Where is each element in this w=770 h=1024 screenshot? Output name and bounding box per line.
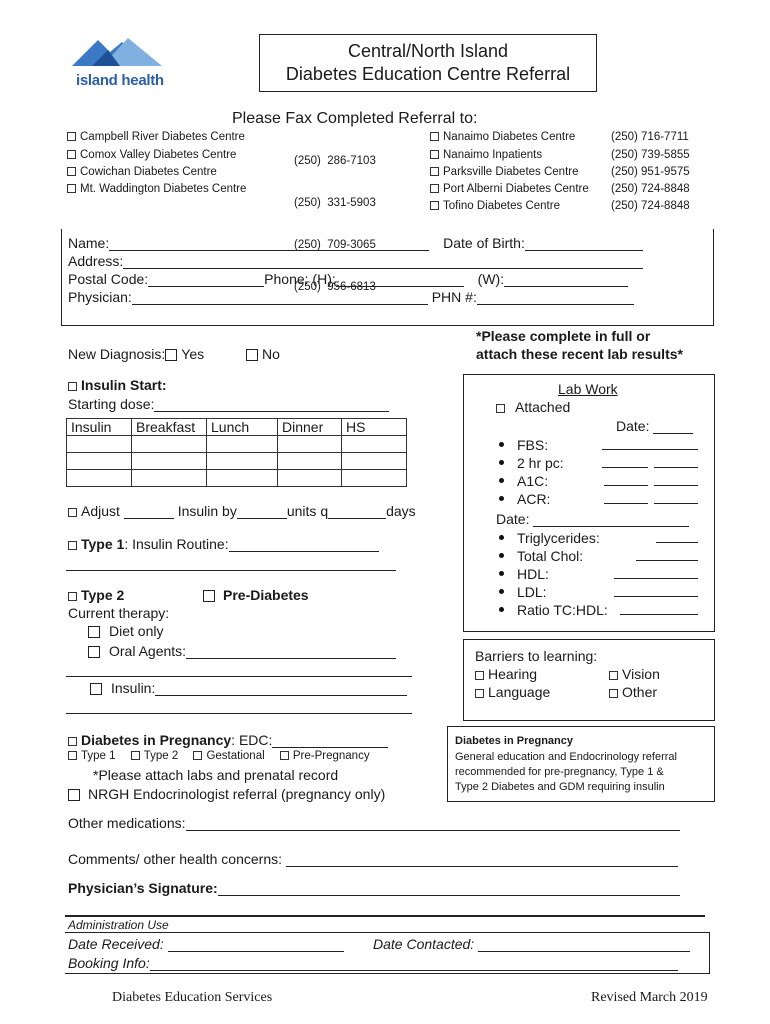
attach-labs-note: *Please attach labs and prenatal record — [93, 767, 339, 783]
signature-field[interactable] — [218, 895, 680, 896]
yes-label: Yes — [181, 346, 205, 362]
type1-checkbox[interactable] — [68, 541, 77, 550]
centre-phone: (250) 716-7711 — [611, 131, 689, 143]
lab-test-date-field[interactable] — [654, 485, 698, 486]
table-header: Breakfast — [132, 419, 207, 436]
centre-name: Nanaimo Inpatients — [443, 149, 543, 161]
centre-row — [430, 183, 589, 200]
other-label: Other — [622, 684, 658, 700]
lab-test-label: Ratio TC:HDL: — [517, 602, 608, 618]
starting-dose-row — [68, 396, 389, 412]
language-checkbox[interactable] — [475, 689, 484, 698]
nrgh-checkbox[interactable] — [68, 789, 80, 801]
insulin-checkbox[interactable] — [90, 683, 102, 695]
centre-phone: (250) 724-8848 — [611, 200, 690, 212]
lab-test-label: 2 hr pc: — [517, 455, 564, 471]
lab-test-row — [496, 566, 706, 584]
attached-row — [496, 399, 570, 415]
centre-row — [430, 166, 589, 183]
logo-text: island health — [76, 72, 164, 89]
checkbox[interactable] — [430, 150, 439, 159]
centre-name: Campbell River Diabetes Centre — [80, 131, 245, 143]
lab-test-field[interactable] — [614, 596, 698, 597]
gestational-checkbox[interactable] — [193, 751, 202, 760]
lab-test-label: ACR: — [517, 491, 551, 507]
lab-test-row — [496, 455, 706, 473]
name-field[interactable] — [109, 250, 429, 251]
physician-label: Physician: — [68, 289, 132, 305]
lab-test-label: A1C: — [517, 473, 549, 489]
starting-dose-field[interactable] — [154, 411, 389, 412]
pregnancy-box-line: recommended for pre-pregnancy, Type 1 & — [455, 766, 664, 778]
oral-field[interactable] — [186, 658, 396, 659]
lab-test-label: HDL: — [517, 566, 549, 582]
date-received-field[interactable] — [168, 951, 344, 952]
vision-checkbox[interactable] — [609, 671, 618, 680]
edc-label: : EDC: — [231, 732, 273, 748]
attached-label: Attached — [515, 399, 571, 415]
lab-test-label: Total Chol: — [517, 548, 584, 564]
table-header: Dinner — [278, 419, 342, 436]
centre-name: Nanaimo Diabetes Centre — [443, 131, 576, 143]
units-field[interactable] — [237, 518, 287, 519]
centres-left — [67, 131, 246, 200]
lab-note — [476, 328, 683, 362]
dob-label: Date of Birth: — [443, 235, 525, 251]
lab-test-label: LDL: — [517, 584, 547, 600]
lab-date-field[interactable] — [653, 433, 693, 434]
insulin-start-title-row — [68, 377, 167, 393]
signature-label: Physician’s Signature: — [68, 880, 218, 896]
type1-routine-label: : Insulin Routine: — [124, 536, 229, 552]
centre-row — [67, 131, 246, 149]
admin-box — [65, 932, 710, 974]
oral-checkbox[interactable] — [88, 646, 100, 658]
centre-name: Tofino Diabetes Centre — [443, 200, 560, 212]
pregnancy-box-text — [455, 750, 677, 795]
date-contacted-row — [373, 936, 690, 952]
patient-box — [61, 229, 714, 326]
centre-row — [430, 200, 589, 217]
postal-field[interactable] — [148, 286, 264, 287]
adjust-label: Adjust — [81, 503, 120, 519]
lab-test-field[interactable] — [636, 560, 698, 561]
diet-label: Diet only — [109, 623, 164, 639]
pregnancy-box-line: Type 2 Diabetes and GDM requiring insulin — [455, 781, 665, 793]
nrgh-label: NRGH Endocrinologist referral (pregnancy only) — [88, 786, 386, 802]
table-row — [67, 470, 407, 487]
checkbox[interactable] — [67, 184, 76, 193]
diet-checkbox[interactable] — [88, 626, 100, 638]
other-row — [609, 684, 657, 700]
pregnancy-row — [68, 732, 388, 748]
units-q-label: units q — [286, 503, 329, 519]
lab-test-row — [496, 437, 706, 455]
table-row — [67, 436, 407, 453]
table-header: Insulin — [67, 419, 132, 436]
centre-name: Cowichan Diabetes Centre — [80, 166, 217, 178]
admin-title: Administration Use — [68, 918, 169, 932]
phone-w-label: (W): — [477, 271, 505, 287]
lab-test-field[interactable] — [602, 467, 648, 468]
centre-row — [67, 149, 246, 166]
vision-label: Vision — [622, 666, 660, 682]
booking-label: Booking Info: — [68, 955, 150, 971]
nrgh-row — [68, 786, 385, 802]
no-label: No — [262, 346, 280, 362]
type1-routine-field[interactable] — [229, 551, 379, 552]
phone-h-field[interactable] — [336, 286, 464, 287]
pregnancy-box-line: General education and Endocrinology referral — [455, 751, 677, 763]
new-diagnosis-label: New Diagnosis: — [68, 346, 166, 362]
checkbox[interactable] — [67, 150, 76, 159]
type1-preg-label: Type 1 — [81, 750, 116, 762]
language-label: Language — [488, 684, 551, 700]
centre-name: Port Alberni Diabetes Centre — [443, 183, 589, 195]
lab-test-row — [496, 548, 706, 566]
other-checkbox[interactable] — [609, 689, 618, 698]
comments-field[interactable] — [286, 866, 678, 867]
lab-date-row — [616, 418, 693, 434]
hearing-label: Hearing — [488, 666, 538, 682]
lab-tests-1 — [496, 437, 706, 509]
pregnancy-info-box — [447, 726, 715, 802]
days-field[interactable] — [328, 518, 386, 519]
lab-test-field[interactable] — [614, 578, 698, 579]
lab-test-date-field[interactable] — [654, 467, 698, 468]
checkbox[interactable] — [67, 167, 76, 176]
table-header: HS — [342, 419, 407, 436]
lab-date2-row — [496, 511, 689, 527]
footer-right: Revised March 2019 — [591, 990, 708, 1005]
centre-row — [67, 183, 246, 200]
lab-test-row — [496, 473, 706, 491]
date-contacted-field[interactable] — [478, 951, 690, 952]
checkbox[interactable] — [430, 132, 439, 141]
centre-phone: (250) 956-6813 — [294, 281, 376, 293]
starting-dose-label: Starting dose: — [68, 396, 155, 412]
phone-w-field[interactable] — [504, 286, 628, 287]
physician-field[interactable] — [132, 304, 428, 305]
address-label: Address: — [68, 253, 124, 269]
title-line1: Central/North Island — [347, 41, 509, 61]
centre-phone: (250) 951-9575 — [611, 166, 690, 178]
centre-row — [430, 131, 589, 149]
address-row — [68, 253, 643, 269]
checkbox[interactable] — [430, 167, 439, 176]
centre-phone: (250) 739-5855 — [611, 149, 690, 161]
lab-test-row — [496, 530, 706, 548]
lab-tests-2 — [496, 530, 706, 620]
type1-title: Type 1 — [81, 536, 125, 552]
attached-checkbox[interactable] — [496, 404, 505, 413]
name-row — [68, 235, 643, 251]
date-contacted-label: Date Contacted: — [373, 936, 475, 952]
physician-row — [68, 289, 634, 305]
pregnancy-checkbox[interactable] — [68, 737, 77, 746]
adjust-checkbox[interactable] — [68, 508, 77, 517]
lab-work-title: Lab Work — [558, 381, 618, 397]
lab-test-row — [496, 584, 706, 602]
lab-date2-label: Date: — [496, 511, 530, 527]
yes-checkbox[interactable] — [165, 349, 177, 361]
postal-row — [68, 271, 628, 287]
edc-field[interactable] — [272, 747, 388, 748]
pre-pregnancy-checkbox[interactable] — [280, 751, 289, 760]
no-checkbox[interactable] — [246, 349, 258, 361]
checkbox[interactable] — [67, 132, 76, 141]
lab-note-line2: attach these recent lab results* — [476, 346, 683, 362]
type2-preg-checkbox[interactable] — [131, 751, 140, 760]
lab-test-label: FBS: — [517, 437, 549, 453]
insulin-line2[interactable] — [66, 713, 412, 714]
type2-checkbox[interactable] — [68, 592, 77, 601]
pregnancy-title: Diabetes in Pregnancy — [81, 732, 232, 748]
checkbox[interactable] — [430, 201, 439, 210]
postal-label: Postal Code: — [68, 271, 149, 287]
days-label: days — [386, 503, 416, 519]
centres-right — [430, 131, 589, 217]
centres-right-phones — [611, 131, 690, 217]
lab-test-date-field[interactable] — [654, 503, 698, 504]
lab-test-date-field[interactable] — [654, 449, 698, 450]
barriers-title: Barriers to learning: — [475, 648, 598, 664]
centre-row — [67, 166, 246, 183]
booking-field[interactable] — [150, 970, 678, 971]
insulin-field[interactable] — [155, 695, 407, 696]
centre-name: Parksville Diabetes Centre — [443, 166, 579, 178]
checkbox[interactable] — [430, 184, 439, 193]
new-diagnosis-row — [68, 346, 280, 362]
table-header: Lunch — [207, 419, 278, 436]
comments-row — [68, 851, 678, 867]
insulin-row — [90, 680, 407, 696]
adjust-row — [68, 503, 416, 519]
prediabetes-row — [203, 587, 309, 603]
lab-test-field[interactable] — [604, 485, 648, 486]
diet-row — [88, 623, 163, 639]
admin-divider — [65, 915, 705, 917]
insulin-start-checkbox[interactable] — [68, 382, 77, 391]
lab-note-line1: *Please complete in full or — [476, 328, 651, 344]
lab-work-box — [463, 374, 715, 632]
logo — [72, 36, 167, 92]
date-received-label: Date Received: — [68, 936, 164, 952]
phone-h-label: Phone: (H): — [264, 271, 336, 287]
centre-phone: (250) 709-3065 — [294, 239, 376, 251]
type1-line2[interactable] — [66, 570, 396, 571]
lab-date2-field[interactable] — [533, 526, 689, 527]
oral-label: Oral Agents: — [109, 643, 187, 659]
oral-row — [88, 643, 396, 659]
pre-pregnancy-label: Pre-Pregnancy — [292, 750, 370, 762]
fax-heading: Please Fax Completed Referral to: — [232, 110, 478, 127]
hearing-row — [475, 666, 537, 682]
centre-row — [430, 149, 589, 166]
date-received-row — [68, 936, 344, 952]
current-therapy-label: Current therapy: — [68, 605, 170, 621]
type1-preg-checkbox[interactable] — [68, 751, 77, 760]
name-label: Name: — [68, 235, 110, 251]
type2-preg-label: Type 2 — [143, 750, 179, 762]
insulin-label: Insulin: — [111, 680, 156, 696]
type1-row — [68, 536, 379, 552]
mountain-logo-icon — [72, 36, 162, 72]
lab-test-row — [496, 602, 706, 620]
type2-title: Type 2 — [81, 587, 125, 603]
insulin-table — [66, 418, 407, 487]
lab-test-field[interactable] — [656, 542, 698, 543]
booking-row — [68, 955, 678, 971]
phn-label: PHN #: — [431, 289, 477, 305]
gestational-label: Gestational — [206, 750, 265, 762]
other-meds-row — [68, 815, 680, 831]
other-meds-field[interactable] — [186, 830, 680, 831]
comments-label: Comments/ other health concerns: — [68, 851, 282, 867]
centre-phone: (250) 724-8848 — [611, 183, 690, 195]
table-header-row — [67, 419, 407, 436]
type2-row — [68, 587, 124, 603]
adjust-field[interactable] — [124, 518, 174, 519]
language-row — [475, 684, 550, 700]
insulin-by-label: Insulin by — [177, 503, 237, 519]
title-box — [259, 34, 597, 92]
dob-field[interactable] — [525, 250, 643, 251]
title-line2: Diabetes Education Centre Referral — [285, 64, 571, 84]
insulin-start-title: Insulin Start: — [81, 377, 167, 393]
centre-name: Mt. Waddington Diabetes Centre — [80, 183, 247, 195]
pregnancy-box-title: Diabetes in Pregnancy — [455, 735, 573, 747]
footer-left: Diabetes Education Services — [112, 990, 273, 1005]
hearing-checkbox[interactable] — [475, 671, 484, 680]
address-field[interactable] — [123, 268, 643, 269]
prediabetes-label: Pre-Diabetes — [223, 587, 309, 603]
phn-field[interactable] — [477, 304, 634, 305]
signature-row — [68, 880, 680, 896]
lab-test-row — [496, 491, 706, 509]
table-row — [67, 453, 407, 470]
centre-name: Comox Valley Diabetes Centre — [80, 149, 237, 161]
prediabetes-checkbox[interactable] — [203, 590, 215, 602]
lab-test-label: Triglycerides: — [517, 530, 600, 546]
vision-row — [609, 666, 660, 682]
centre-phone: (250) 286-7103 — [294, 155, 376, 167]
pregnancy-types-row — [68, 750, 370, 762]
barriers-box — [463, 639, 715, 721]
lab-test-field[interactable] — [604, 503, 648, 504]
lab-test-field[interactable] — [620, 614, 698, 615]
centre-phone: (250) 331-5903 — [294, 197, 376, 209]
other-meds-label: Other medications: — [68, 815, 186, 831]
lab-date-label: Date: — [616, 418, 650, 434]
oral-line2[interactable] — [66, 676, 412, 677]
